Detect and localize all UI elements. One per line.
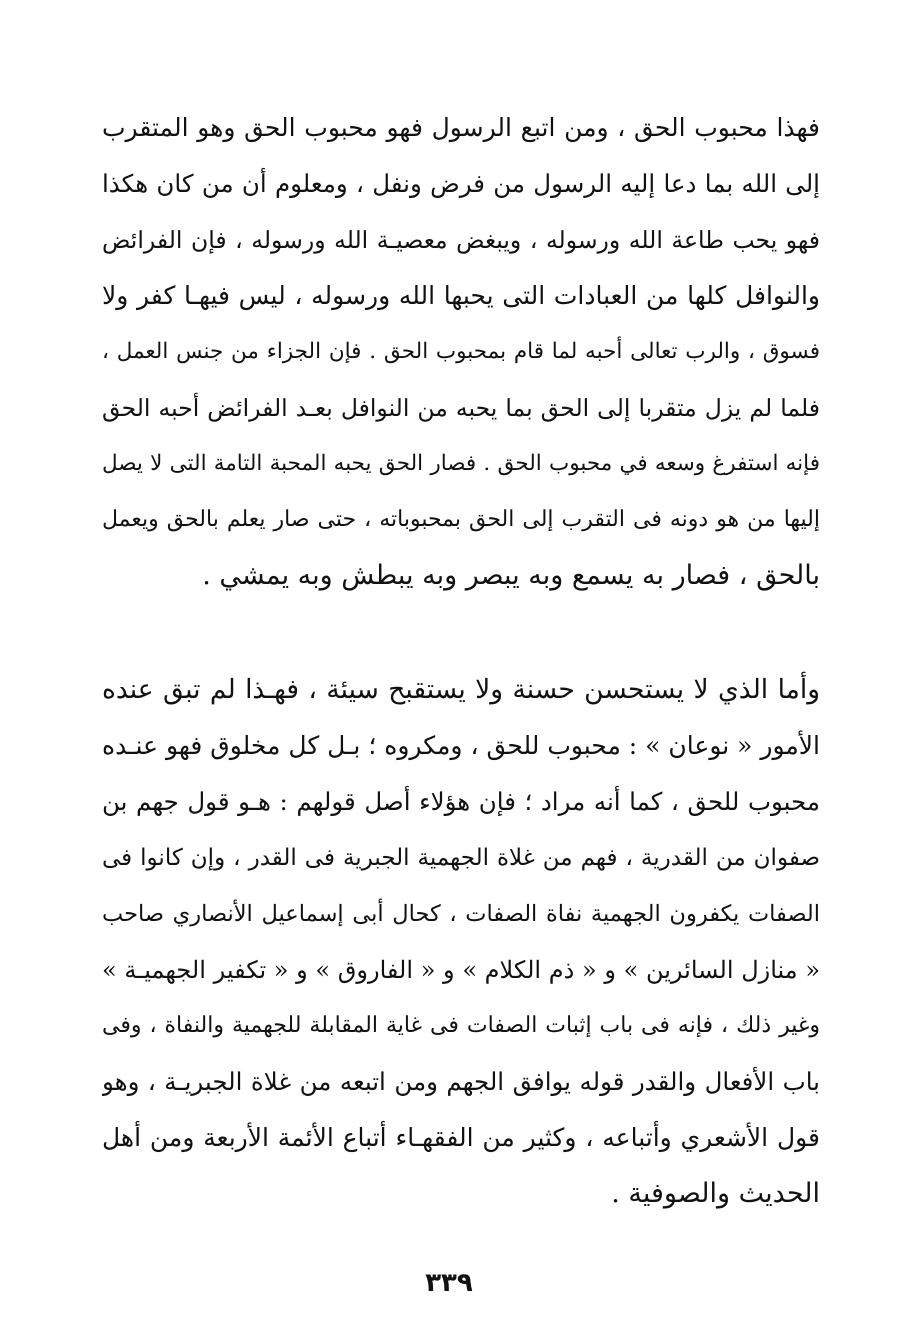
text-line: « منازل السائرين » و « ذم الكلام » و « الفاروق » و « تكفير الجهميـة » — [102, 956, 820, 984]
text-line: فسوق ، والرب تعالى أحبه لما قام بمحبوب الحق . فإن الجزاء من جنس العمل ، — [102, 339, 820, 364]
text-line: محبوب للحق ، كما أنه مراد ؛ فإن هؤلاء أصل قولهم : هـو قول جهم بن — [102, 787, 820, 816]
page-number: ٣٣٩ — [425, 1268, 473, 1298]
text-line: قول الأشعري وأتباعه ، وكثير من الفقهـاء أتباع الأئمة الأربعة ومن أهل — [102, 1123, 820, 1152]
text-line: الصفات يكفرون الجهمية نفاة الصفات ، كحال أبى إسماعيل الأنصاري صاحب — [102, 901, 820, 927]
text-line: والنوافل كلها من العبادات التى يحبها الله ورسوله ، ليس فيهـا كفر ولا — [102, 281, 820, 310]
text-line: فهو يحب طاعة الله ورسوله ، ويبغض معصيـة الله ورسوله ، فإن الفرائض — [102, 226, 820, 254]
text-line: الأمور « نوعان » : محبوب للحق ، ومكروه ؛ بـل كل مخلوق فهو عنـده — [102, 731, 820, 760]
paragraph-2 — [102, 662, 820, 1222]
text-line: فهذا محبوب الحق ، ومن اتبع الرسول فهو محبوب الحق وهو المتقرب — [102, 113, 820, 142]
text-line: باب الأفعال والقدر قوله يوافق الجهم ومن اتبعه من غلاة الجبريـة ، وهو — [102, 1067, 820, 1096]
text-line: وأما الذي لا يستحسن حسنة ولا يستقبح سيئة ، فهـذا لم تبق عنده — [102, 674, 820, 705]
text-line: بالحق ، فصار به يسمع وبه يبصر وبه يبطش وبه يمشي . — [202, 560, 820, 591]
text-line: الحديث والصوفية . — [611, 1178, 820, 1209]
text-line: وغير ذلك ، فإنه فى باب إثبات الصفات فى غاية المقابلة للجهمية والنفاة ، وفى — [102, 1013, 820, 1038]
paragraph-1 — [102, 100, 820, 604]
text-line: صفوان من القدرية ، فهم من غلاة الجهمية الجبرية فى القدر ، وإن كانوا فى — [102, 845, 820, 871]
text-line: إلى الله بما دعا إليه الرسول من فرض ونفل ، ومعلوم أن من كان هكذا — [102, 169, 820, 198]
text-line: فإنه استفرغ وسعه في محبوب الحق . فصار الحق يحبه المحبة التامة التى لا يصل — [102, 451, 820, 476]
text-line: إليها من هو دونه فى التقرب إلى الحق بمحبوباته ، حتى صار يعلم بالحق ويعمل — [102, 507, 820, 532]
text-line: فلما لم يزل متقربا إلى الحق بما يحبه من النوافل بعـد الفرائض أحبه الحق — [102, 394, 820, 422]
